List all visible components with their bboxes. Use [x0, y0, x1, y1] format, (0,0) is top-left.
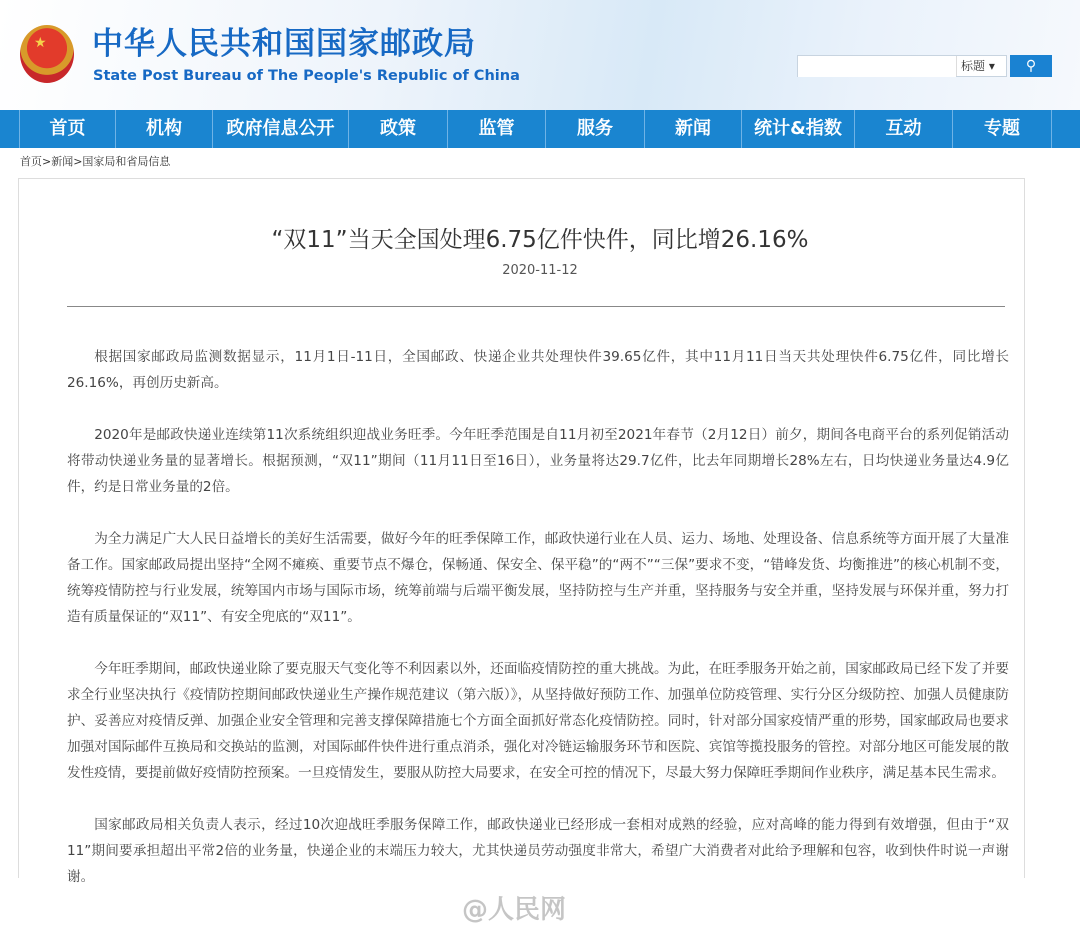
nav-item-organization[interactable]: 机构: [116, 110, 213, 148]
main-nav: [0, 110, 1080, 148]
national-emblem-logo: ★: [20, 25, 74, 83]
weibo-watermark: @人民网: [462, 895, 567, 925]
site-name-cn: 中华人民共和国国家邮政局: [92, 26, 476, 62]
nav-item-interaction[interactable]: 互动: [855, 110, 953, 148]
nav-item-statistics[interactable]: 统计&指数: [742, 110, 855, 148]
nav-item-home[interactable]: 首页: [19, 110, 116, 148]
search-box: [797, 55, 1007, 77]
site-header: [0, 0, 1080, 110]
search-button[interactable]: [1010, 55, 1052, 77]
breadcrumb[interactable]: 首页>新闻>国家局和省局信息: [20, 155, 171, 168]
nav-item-supervision[interactable]: 监管: [448, 110, 546, 148]
article-body: [67, 344, 1009, 930]
paragraph: 国家邮政局相关负责人表示，经过10次迎战旺季服务保障工作，邮政快递业已经形成一套相对成熟的经验，应对高峰的能力得到有效增强，但由于“双11”期间要承担超出平常2倍的业务量，快递企业的末端压力较大，尤其快递员劳动强度非常大，希望广大消费者对此给予理解和包容，收到快件时说一声谢谢。: [67, 817, 1009, 885]
paragraph: 根据国家邮政局监测数据显示，11月1日-11日，全国邮政、快递企业共处理快件39.65亿件，其中11月11日当天共处理快件6.75亿件，同比增长26.16%，再创历史新高。: [67, 349, 1009, 391]
nav-item-service[interactable]: 服务: [546, 110, 645, 148]
paragraph: 为全力满足广大人民日益增长的美好生活需要，做好今年的旺季保障工作，邮政快递行业在人员、运力、场地、处理设备、信息系统等方面开展了大量准备工作。国家邮政局提出坚持“全网不瘫痪、重要节点不爆仓，保畅通、保安全、保平稳”的“两不”“三保”要求不变，“错峰发货、均衡推进”的核心机制不变，统筹疫情防控与行业发展，统筹国内市场与国际市场，统筹前端与后端平衡发展，坚持防控与生产并重，坚持服务与安全并重，坚持发展与环保并重，努力打造有质量保证的“双11”、有安全兜底的“双11”。: [67, 531, 1009, 625]
nav-item-policy[interactable]: 政策: [349, 110, 448, 148]
search-icon: ⚲: [1025, 58, 1037, 74]
article-title: “双11”当天全国处理6.75亿件快件，同比增26.16%: [271, 227, 809, 253]
search-scope-select[interactable]: 标题 ▾: [956, 56, 1006, 76]
search-input[interactable]: [798, 57, 956, 77]
divider: [67, 306, 1005, 307]
nav-item-gov-info[interactable]: 政府信息公开: [213, 110, 349, 148]
nav-item-news[interactable]: 新闻: [645, 110, 742, 148]
article-date: 2020-11-12: [502, 263, 578, 278]
site-name-en: State Post Bureau of The People's Republic of China: [93, 68, 520, 84]
nav-item-topics[interactable]: 专题: [953, 110, 1052, 148]
paragraph: 今年旺季期间，邮政快递业除了要克服天气变化等不利因素以外，还面临疫情防控的重大挑战。为此，在旺季服务开始之前，国家邮政局已经下发了并要求全行业坚决执行《疫情防控期间邮政快递业生产操作规范建议（第六版）》，从坚持做好预防工作、加强单位防疫管理、实行分区分级防控、加强人员健康防护、妥善应对疫情反弹、加强企业安全管理和完善支撑保障措施七个方面全面抓好常态化疫情防控。同时，针对部分国家疫情严重的形势，国家邮政局也要求加强对国际邮件互换局和交换站的监测，对国际邮件快件进行重点消杀，强化对冷链运输服务环节和医院、宾馆等揽投服务的管控。对部分地区可能发展的散发性疫情，要提前做好疫情防控预案。一旦疫情发生，要服从防控大局要求，在安全可控的情况下，尽最大努力保障旺季期间作业秩序，满足基本民生需求。: [67, 661, 1009, 781]
paragraph: 2020年是邮政快递业连续第11次系统组织迎战业务旺季。今年旺季范围是自11月初至2021年春节（2月12日）前夕，期间各电商平台的系列促销活动将带动快递业务量的显著增长。根据预测，“双11”期间（11月11日至16日），业务量将达29.7亿件，比去年同期增长28%左右，日均快递业务量达4.9亿件，约是日常业务量的2倍。: [67, 427, 1009, 495]
